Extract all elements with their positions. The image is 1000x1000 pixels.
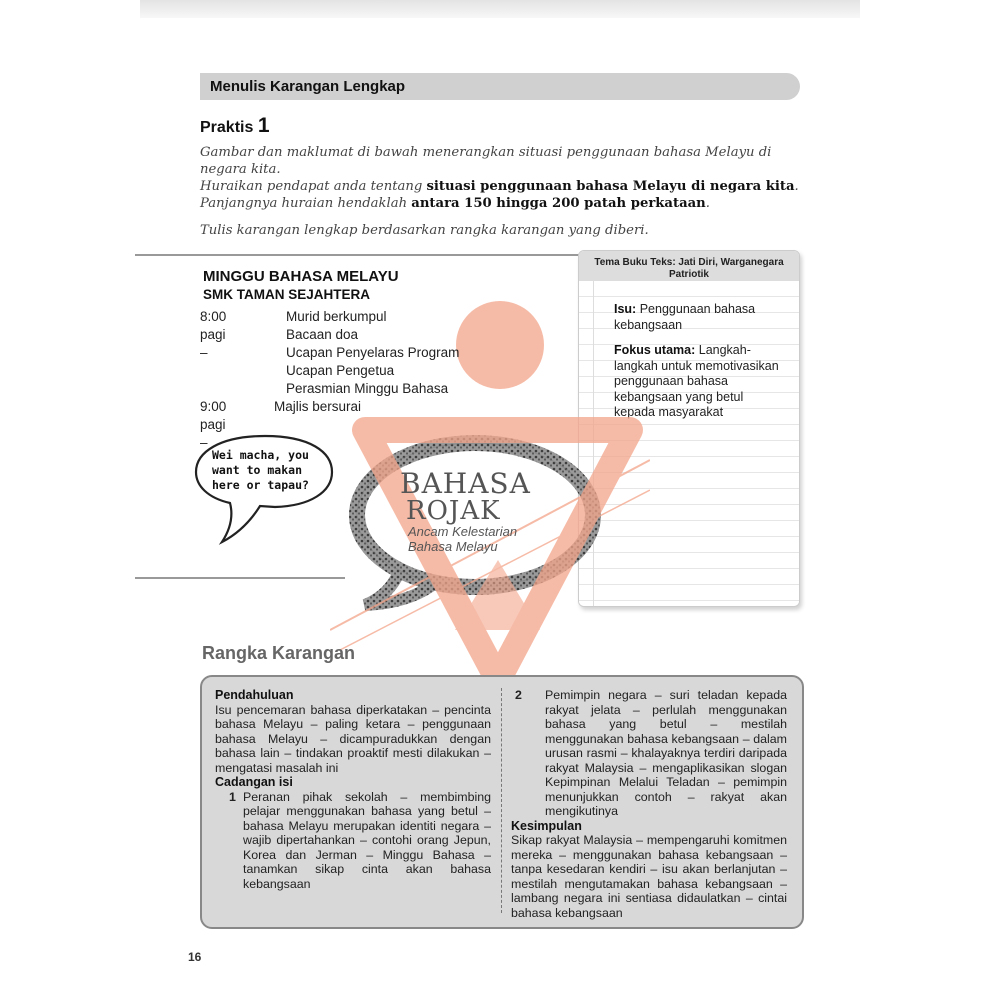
theme-line-2: Patriotik bbox=[668, 269, 709, 280]
outline-left-column bbox=[215, 688, 491, 891]
outline-divider bbox=[501, 688, 503, 913]
instruction-line-2: Huraikan pendapat anda tentang situasi penggunaan bahasa Melayu di negara kita. bbox=[200, 179, 799, 194]
intro-text: Isu pencemaran bahasa diperkatakan – pencinta bahasa Melayu – paling ketara – penggunaan bahasa Melayu – dicampuradukkan dengan bahasa lain – tindakan proaktif mesti dilakukan – mengatasi masalah ini bbox=[215, 702, 491, 775]
page-top-strip bbox=[140, 0, 860, 18]
instruction-line-3: Panjangnya huraian hendaklah antara 150 hingga 200 patah perkataan. bbox=[200, 196, 710, 211]
notebook-fokus: Fokus utama: Langkah- langkah untuk memotivasikan penggunaan bahasa kebangsaan yang betul kepada masyarakat bbox=[614, 343, 779, 419]
poster-title bbox=[400, 467, 531, 554]
instructions bbox=[200, 144, 820, 239]
section-header bbox=[200, 73, 800, 100]
illustration-top-rule bbox=[135, 254, 580, 256]
section-title: Menulis Karangan Lengkap bbox=[210, 78, 406, 95]
notebook-tab bbox=[579, 251, 799, 281]
speech-text: Wei macha, you want to makan here or tapau? bbox=[212, 448, 309, 492]
point-1: 1 Peranan pihak sekolah – membimbing pelajar menggunakan bahasa yang betul – bahasa Melayu merupakan identiti negara – wajib dipertahankan – contohi orang Jepun, Korea dan Jerman – Minggu Bahasa – tanamkan sikap cinta akan bahasa kebangsaan bbox=[229, 789, 491, 891]
points-heading: Cadangan isi bbox=[215, 775, 293, 789]
intro-heading: Pendahuluan bbox=[215, 688, 294, 702]
practice-label: Praktis bbox=[200, 119, 254, 136]
event-title: MINGGU BAHASA MELAYU bbox=[203, 268, 399, 285]
outline-right-column bbox=[511, 688, 787, 920]
conclusion-heading: Kesimpulan bbox=[511, 818, 582, 833]
notebook-isu: Isu: Penggunaan bahasa kebangsaan bbox=[614, 302, 756, 332]
outline-title: Rangka Karangan bbox=[202, 643, 356, 663]
practice-heading bbox=[200, 114, 270, 138]
event-school: SMK TAMAN SEJAHTERA bbox=[203, 287, 371, 302]
conclusion-text: Sikap rakyat Malaysia – mempengaruhi komitmen mereka – menggunakan bahasa kebangsaan – tanpa kesedaran kendiri – isu akan berlanjutan – mestilah mengutamakan bahasa kebangsaan – lambang negara ini sentiasa didaulatkan – cintai bahasa kebangsaan bbox=[511, 833, 787, 920]
point-2: 2 Pemimpin negara – suri teladan kepada rakyat jelata – perlulah menggunakan bahasa yang betul – mestilah menggunakan bahasa kebangsaan – dalam urusan rasmi – khalayaknya terdiri daripada rakyat Malaysia – mengaplikasikan slogan Kepimpinan Melalui Teladan – pemimpin menunjukkan contoh – rakyat akan mengikutinya bbox=[515, 688, 787, 818]
poster-line-1: BAHASA bbox=[400, 467, 531, 500]
poster-line-3: Ancam Kelestarian bbox=[408, 524, 518, 539]
theme-line-1: Tema Buku Teks: Jati Diri, Warganegara bbox=[594, 257, 784, 268]
illustration-bottom-rule bbox=[135, 577, 345, 579]
page-number: 16 bbox=[188, 950, 202, 964]
instruction-line-1: Gambar dan maklumat di bawah menerangkan situasi penggunaan bahasa Melayu di negara kita. bbox=[200, 145, 772, 177]
poster-line-4: Bahasa Melayu bbox=[408, 539, 498, 554]
poster-line-2: ROJAK bbox=[406, 496, 501, 526]
event-heading bbox=[203, 268, 503, 302]
practice-number: 1 bbox=[257, 114, 270, 137]
instruction-line-4: Tulis karangan lengkap berdasarkan rangka karangan yang diberi. bbox=[200, 223, 649, 238]
